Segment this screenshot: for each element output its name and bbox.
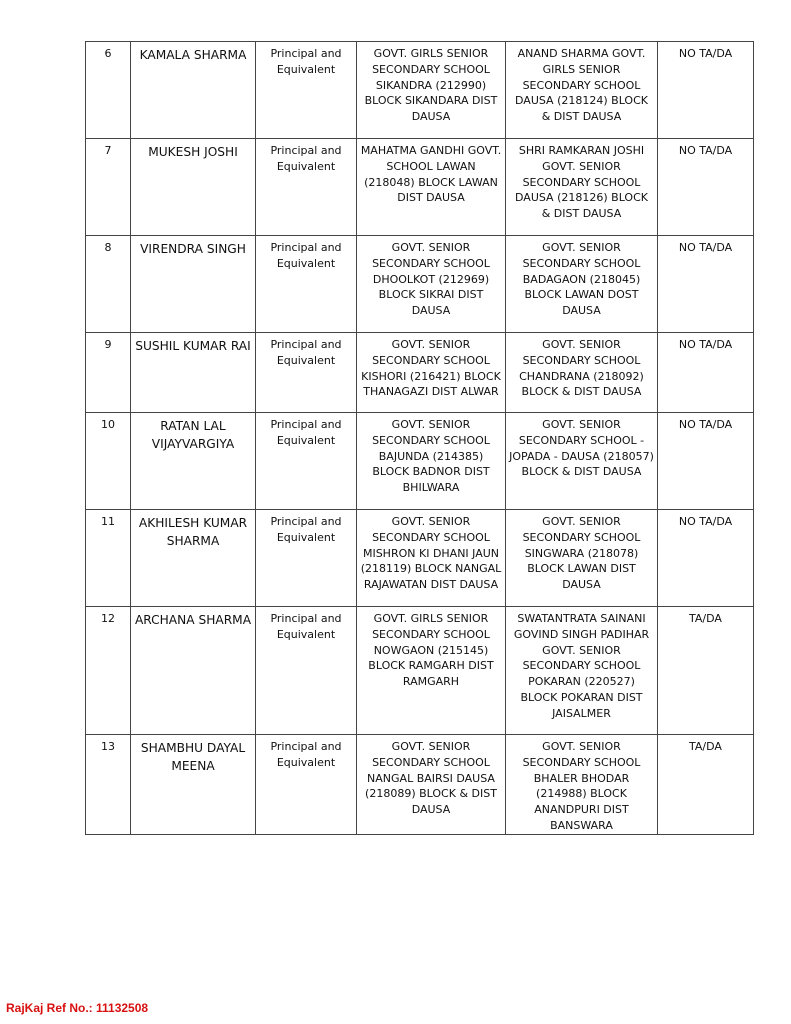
current-school: GOVT. SENIOR SECONDARY SCHOOL KISHORI (216421) BLOCK THANAGAZI DIST ALWAR	[357, 333, 506, 413]
employee-name: KAMALA SHARMA	[131, 42, 256, 139]
designation: Principal and Equivalent	[256, 607, 357, 735]
table-row	[86, 413, 754, 510]
posted-school: GOVT. SENIOR SECONDARY SCHOOL BADAGAON (218045) BLOCK LAWAN DOST DAUSA	[506, 236, 658, 333]
serial-number: 10	[86, 413, 131, 510]
serial-number: 11	[86, 510, 131, 607]
current-school: GOVT. SENIOR SECONDARY SCHOOL MISHRON KI DHANI JAUN (218119) BLOCK NANGAL RAJAWATAN DIST DAUSA	[357, 510, 506, 607]
table-row	[86, 735, 754, 835]
posted-school: ANAND SHARMA GOVT. GIRLS SENIOR SECONDARY SCHOOL DAUSA (218124) BLOCK & DIST DAUSA	[506, 42, 658, 139]
ta-da-status: NO TA/DA	[658, 139, 754, 236]
designation: Principal and Equivalent	[256, 333, 357, 413]
serial-number: 8	[86, 236, 131, 333]
table-row	[86, 607, 754, 735]
employee-name: SUSHIL KUMAR RAI	[131, 333, 256, 413]
table-row	[86, 333, 754, 413]
table-row	[86, 510, 754, 607]
rajkaj-reference-number: RajKaj Ref No.: 11132508	[6, 1001, 149, 1015]
employee-name: ARCHANA SHARMA	[131, 607, 256, 735]
ta-da-status: NO TA/DA	[658, 42, 754, 139]
ta-da-status: NO TA/DA	[658, 236, 754, 333]
posted-school: SWATANTRATA SAINANI GOVIND SINGH PADIHAR GOVT. SENIOR SECONDARY SCHOOL POKARAN (220527) BLOCK POKARAN DIST JAISALMER	[506, 607, 658, 735]
ta-da-status: NO TA/DA	[658, 333, 754, 413]
table-row	[86, 42, 754, 139]
posted-school: GOVT. SENIOR SECONDARY SCHOOL BHALER BHODAR (214988) BLOCK ANANDPURI DIST BANSWARA	[506, 735, 658, 835]
posted-school: GOVT. SENIOR SECONDARY SCHOOL SINGWARA (218078) BLOCK LAWAN DIST DAUSA	[506, 510, 658, 607]
current-school: GOVT. GIRLS SENIOR SECONDARY SCHOOL NOWGAON (215145) BLOCK RAMGARH DIST RAMGARH	[357, 607, 506, 735]
ta-da-status: NO TA/DA	[658, 510, 754, 607]
employee-name: SHAMBHU DAYAL MEENA	[131, 735, 256, 835]
employee-name: MUKESH JOSHI	[131, 139, 256, 236]
designation: Principal and Equivalent	[256, 139, 357, 236]
designation: Principal and Equivalent	[256, 236, 357, 333]
designation: Principal and Equivalent	[256, 413, 357, 510]
designation: Principal and Equivalent	[256, 42, 357, 139]
employee-name: VIRENDRA SINGH	[131, 236, 256, 333]
employee-name: AKHILESH KUMAR SHARMA	[131, 510, 256, 607]
current-school: GOVT. SENIOR SECONDARY SCHOOL DHOOLKOT (212969) BLOCK SIKRAI DIST DAUSA	[357, 236, 506, 333]
table-row	[86, 236, 754, 333]
transfer-table	[85, 41, 754, 835]
ta-da-status: TA/DA	[658, 735, 754, 835]
ta-da-status: NO TA/DA	[658, 413, 754, 510]
ta-da-status: TA/DA	[658, 607, 754, 735]
employee-name: RATAN LAL VIJAYVARGIYA	[131, 413, 256, 510]
serial-number: 9	[86, 333, 131, 413]
posted-school: GOVT. SENIOR SECONDARY SCHOOL - JOPADA - DAUSA (218057) BLOCK & DIST DAUSA	[506, 413, 658, 510]
designation: Principal and Equivalent	[256, 510, 357, 607]
current-school: GOVT. GIRLS SENIOR SECONDARY SCHOOL SIKANDRA (212990) BLOCK SIKANDARA DIST DAUSA	[357, 42, 506, 139]
current-school: GOVT. SENIOR SECONDARY SCHOOL BAJUNDA (214385) BLOCK BADNOR DIST BHILWARA	[357, 413, 506, 510]
posted-school: GOVT. SENIOR SECONDARY SCHOOL CHANDRANA (218092) BLOCK & DIST DAUSA	[506, 333, 658, 413]
serial-number: 13	[86, 735, 131, 835]
posted-school: SHRI RAMKARAN JOSHI GOVT. SENIOR SECONDARY SCHOOL DAUSA (218126) BLOCK & DIST DAUSA	[506, 139, 658, 236]
serial-number: 12	[86, 607, 131, 735]
serial-number: 6	[86, 42, 131, 139]
serial-number: 7	[86, 139, 131, 236]
table-row	[86, 139, 754, 236]
current-school: MAHATMA GANDHI GOVT. SCHOOL LAWAN (218048) BLOCK LAWAN DIST DAUSA	[357, 139, 506, 236]
current-school: GOVT. SENIOR SECONDARY SCHOOL NANGAL BAIRSI DAUSA (218089) BLOCK & DIST DAUSA	[357, 735, 506, 835]
designation: Principal and Equivalent	[256, 735, 357, 835]
